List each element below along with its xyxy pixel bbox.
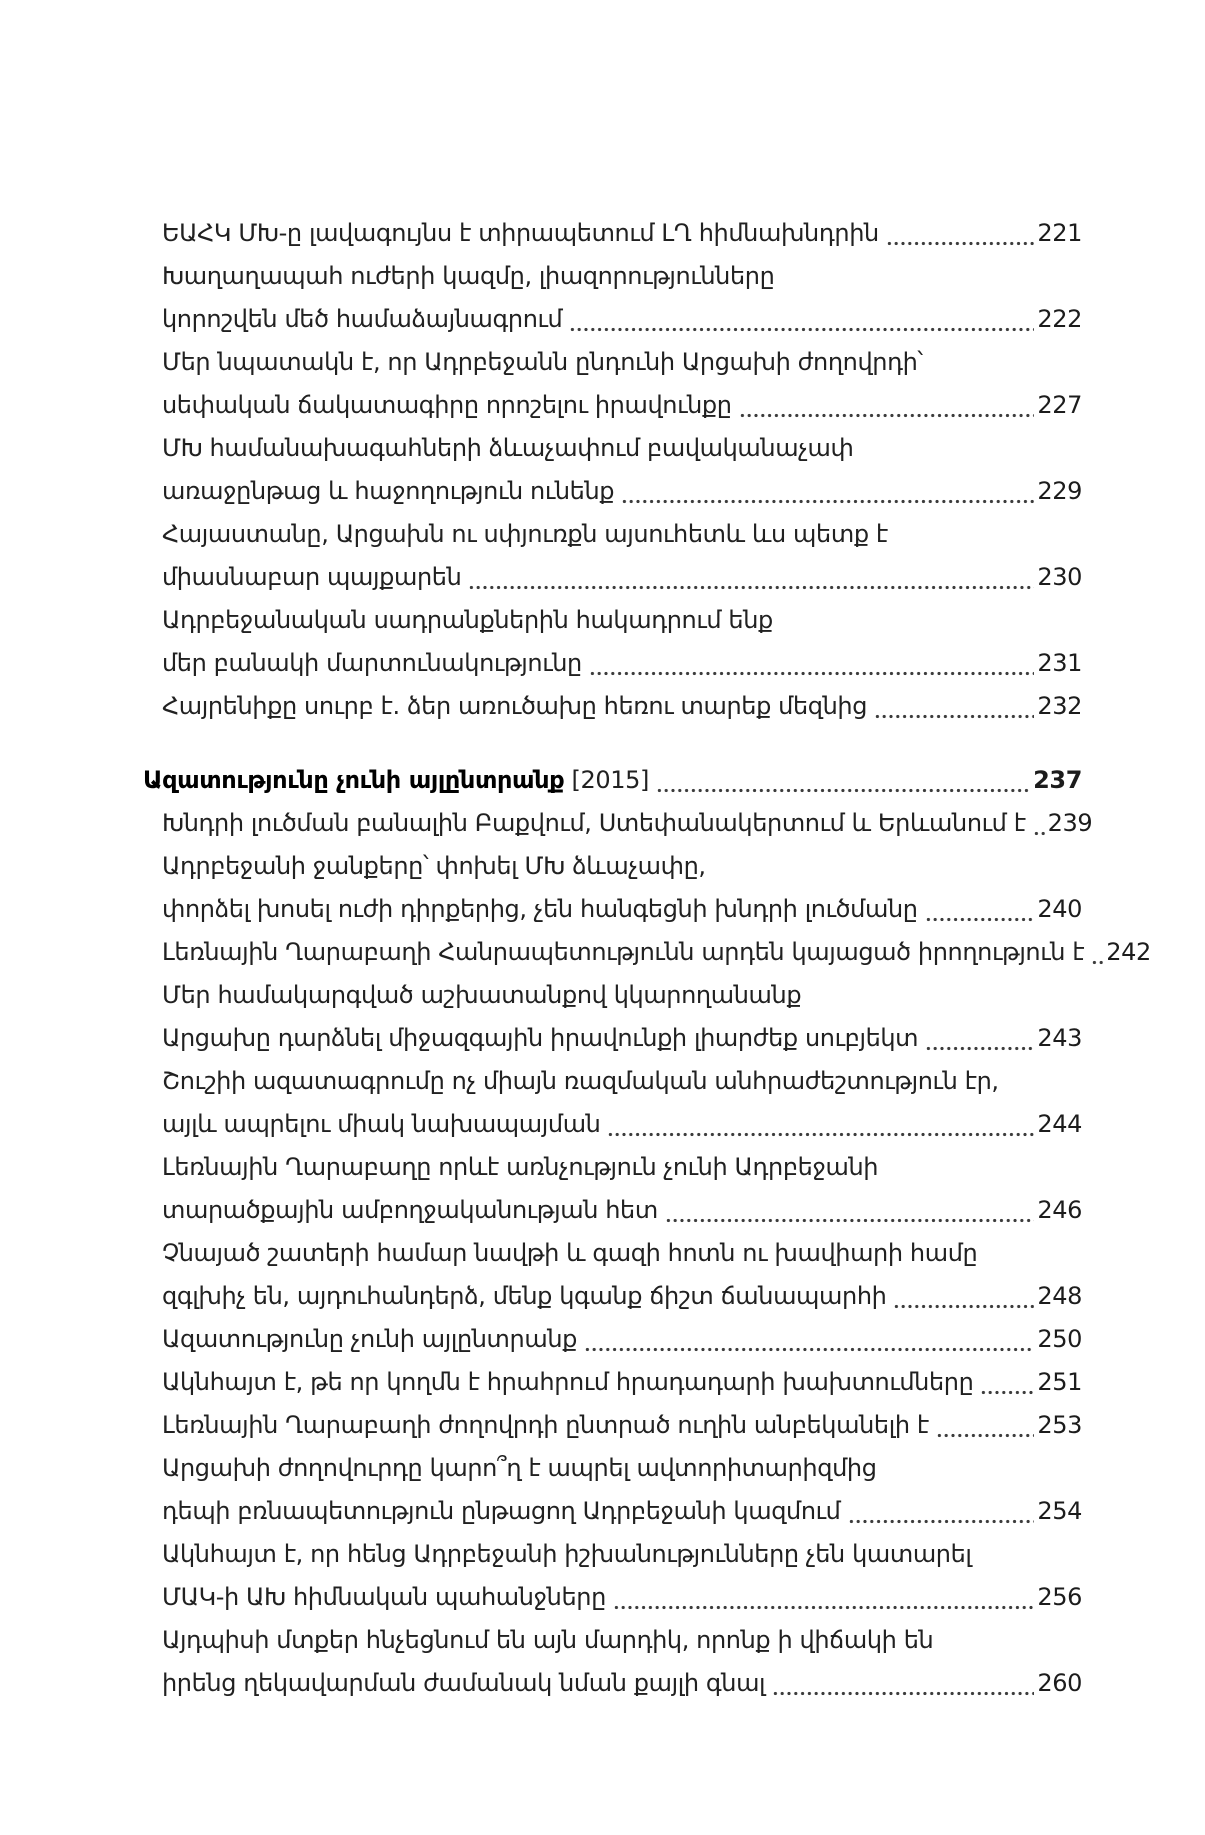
dotted-leader bbox=[886, 241, 1035, 246]
entry-text: Ադրբեջանական սադրանքներին հակադրում ենք bbox=[162, 606, 773, 634]
page-number: 244 bbox=[1037, 1110, 1082, 1138]
toc-entry-line bbox=[143, 642, 1082, 685]
toc-entry bbox=[143, 1146, 1082, 1232]
page-number: 221 bbox=[1037, 219, 1082, 247]
entry-text: Ակնհայտ է, թե որ կողմն է հրահրում հրադադարի խախտումները bbox=[162, 1368, 974, 1396]
entry-text: փորձել խոսել ուժի դիրքերից, չեն հանգեցնի խնդրի լուծմանը bbox=[162, 895, 918, 923]
dotted-leader bbox=[874, 714, 1034, 719]
section-title bbox=[143, 759, 649, 802]
dotted-leader bbox=[607, 1132, 1034, 1137]
page-number: 229 bbox=[1037, 477, 1082, 505]
entry-text: միասնաբար պայքարեն bbox=[162, 563, 462, 591]
toc-entry-line bbox=[143, 470, 1082, 513]
dotted-leader bbox=[739, 413, 1035, 418]
dotted-leader bbox=[980, 1390, 1034, 1395]
toc-entry bbox=[143, 1619, 1082, 1705]
toc-list bbox=[143, 212, 1151, 1705]
entry-text: Արցախը դարձնել միջազգային իրավունքի լիարժեք սուբյեկտ bbox=[162, 1024, 919, 1052]
toc-entry bbox=[143, 974, 1082, 1060]
page-number: 248 bbox=[1037, 1282, 1082, 1310]
toc-entry-line bbox=[143, 212, 1082, 255]
entry-text: Ազատությունը չունի այլընտրանք bbox=[162, 1325, 577, 1353]
entry-text: ԵԱՀԿ ՄԽ-ը լավագույնս է տիրապետում ԼՂ հիմնախնդրին bbox=[162, 219, 879, 247]
page-number: 251 bbox=[1037, 1368, 1082, 1396]
entry-text: Խնդրի լուծման բանալին Բաքվում, Ստեփանակերտում և Երևանում է bbox=[162, 809, 1026, 837]
page-number: 237 bbox=[1033, 766, 1082, 794]
toc-entry-line bbox=[143, 931, 1151, 974]
toc-entry-line bbox=[143, 1017, 1082, 1060]
page-number: 231 bbox=[1037, 649, 1082, 677]
entry-text: առաջընթաց և հաջողություն ունենք bbox=[162, 477, 615, 505]
dotted-leader bbox=[613, 1605, 1035, 1610]
dotted-leader bbox=[569, 327, 1034, 332]
dotted-leader bbox=[621, 499, 1034, 504]
entry-text: Լեռնային Ղարաբաղի ժողովրդի ընտրած ուղին անբեկանելի է bbox=[162, 1411, 929, 1439]
toc-entry-line bbox=[143, 802, 1093, 845]
toc-entry bbox=[143, 1232, 1082, 1318]
toc-entry-line bbox=[143, 1361, 1082, 1404]
toc-entry-line bbox=[143, 1146, 1082, 1189]
page-number: 227 bbox=[1037, 391, 1082, 419]
entry-text: Չնայած շատերի համար նավթի և գազի հոտն ու խավիարի համը bbox=[162, 1239, 978, 1267]
entry-text: Շուշիի ազատագրումը ոչ միայն ռազմական անհրաժեշտություն էր, bbox=[162, 1067, 999, 1095]
dotted-leader bbox=[1033, 831, 1045, 836]
page-number: 243 bbox=[1037, 1024, 1082, 1052]
dotted-leader bbox=[925, 1046, 1034, 1051]
page-number: 250 bbox=[1037, 1325, 1082, 1353]
dotted-leader bbox=[936, 1433, 1035, 1438]
toc-entry-line bbox=[143, 427, 1082, 470]
page-number: 222 bbox=[1037, 305, 1082, 333]
toc-entry-line bbox=[143, 1060, 1082, 1103]
toc-entry bbox=[143, 1361, 1082, 1404]
toc-entry-line bbox=[143, 1103, 1082, 1146]
page-number: 256 bbox=[1037, 1583, 1082, 1611]
entry-text: Ակնհայտ է, որ հենց Ադրբեջանի իշխանությունները չեն կատարել bbox=[162, 1540, 972, 1568]
entry-text: ՄԽ համանախագահների ձևաչափում բավականաչափ bbox=[162, 434, 854, 462]
section-title-bold: Ազատությունը չունի այլընտրանք bbox=[143, 766, 565, 794]
dotted-leader bbox=[848, 1519, 1035, 1524]
toc-entry bbox=[143, 1404, 1082, 1447]
dotted-leader bbox=[1091, 960, 1103, 965]
section-title-year: [2015] bbox=[564, 766, 649, 794]
page-number: 246 bbox=[1037, 1196, 1082, 1224]
toc-entry-line bbox=[143, 1189, 1082, 1232]
toc-entry bbox=[143, 1318, 1082, 1361]
toc-entry-line bbox=[143, 341, 1082, 384]
toc-entry bbox=[143, 599, 1082, 685]
toc-entry bbox=[143, 212, 1082, 255]
toc-entry-line bbox=[143, 1447, 1082, 1490]
dotted-leader bbox=[925, 917, 1035, 922]
toc-entry-line bbox=[143, 1404, 1082, 1447]
dotted-leader bbox=[584, 1347, 1034, 1352]
toc-entry-line bbox=[143, 1232, 1082, 1275]
toc-entry-line bbox=[143, 599, 1082, 642]
page-number: 239 bbox=[1047, 809, 1093, 837]
toc-entry bbox=[143, 1060, 1082, 1146]
dotted-leader bbox=[665, 1218, 1035, 1223]
toc-entry bbox=[143, 513, 1082, 599]
page-number: 260 bbox=[1037, 1669, 1082, 1697]
toc-entry bbox=[143, 1533, 1082, 1619]
page-number: 242 bbox=[1106, 938, 1151, 966]
entry-text: Մեր համակարգված աշխատանքով կկարողանանք bbox=[162, 981, 802, 1009]
page-number: 253 bbox=[1037, 1411, 1082, 1439]
toc-entry bbox=[143, 802, 1093, 845]
entry-text: կորոշվեն մեծ համաձայնագրում bbox=[162, 305, 563, 333]
toc-entry-line bbox=[143, 384, 1082, 427]
page-number: 232 bbox=[1037, 692, 1082, 720]
entry-text: մեր բանակի մարտունակությունը bbox=[162, 649, 582, 677]
toc-entry-line bbox=[143, 556, 1082, 599]
toc-entry-line bbox=[143, 513, 1082, 556]
entry-text: Հայրենիքը սուրբ է. ձեր առուծախը հեռու տարեք մեզնից bbox=[162, 692, 868, 720]
toc-entry bbox=[143, 685, 1082, 728]
toc-entry bbox=[143, 845, 1082, 931]
toc-entry-line bbox=[143, 974, 1082, 1017]
entry-text: Ադրբեջանի ջանքերը՝ փոխել ՄԽ ձևաչափը, bbox=[162, 852, 706, 880]
toc-entry-line bbox=[143, 1275, 1082, 1318]
toc-entry-line bbox=[143, 1490, 1082, 1533]
entry-text: Լեռնային Ղարաբաղի Հանրապետությունն արդեն կայացած իրողություն է bbox=[162, 938, 1085, 966]
toc-entry bbox=[143, 255, 1082, 341]
toc-entry-line bbox=[143, 1576, 1082, 1619]
page-number: 240 bbox=[1037, 895, 1082, 923]
page-number: 230 bbox=[1037, 563, 1082, 591]
dotted-leader bbox=[468, 585, 1034, 590]
dotted-leader bbox=[656, 788, 1030, 793]
toc-entry-line bbox=[143, 685, 1082, 728]
entry-text: Այդպիսի մտքեր հնչեցնում են այն մարդիկ, որոնք ի վիճակի են bbox=[162, 1626, 934, 1654]
toc-entry-line bbox=[143, 1533, 1082, 1576]
toc-entry-line bbox=[143, 845, 1082, 888]
dotted-leader bbox=[772, 1691, 1034, 1696]
toc-section-header bbox=[143, 759, 1082, 802]
dotted-leader bbox=[589, 671, 1035, 676]
entry-text: Հայաստանը, Արցախն ու սփյուռքն այսուհետև ևս պետք է bbox=[162, 520, 888, 548]
toc-entry-line bbox=[143, 888, 1082, 931]
entry-text: այլև ապրելու միակ նախապայման bbox=[162, 1110, 601, 1138]
page-number: 254 bbox=[1037, 1497, 1082, 1525]
toc-entry-line bbox=[143, 1662, 1082, 1705]
toc-entry-line bbox=[143, 1619, 1082, 1662]
entry-text: ՄԱԿ-ի ԱԽ հիմնական պահանջները bbox=[162, 1583, 606, 1611]
entry-text: զգլխիչ են, այդուհանդերձ, մենք կգանք ճիշտ ճանապարհի bbox=[162, 1282, 887, 1310]
entry-text: դեպի բռնապետություն ընթացող Ադրբեջանի կազմում bbox=[162, 1497, 841, 1525]
entry-text: տարածքային ամբողջականության հետ bbox=[162, 1196, 658, 1224]
toc-entry-line bbox=[143, 255, 1082, 298]
entry-text: Խաղաղապահ ուժերի կազմը, լիազորությունները bbox=[162, 262, 775, 290]
toc-entry bbox=[143, 427, 1082, 513]
dotted-leader bbox=[893, 1304, 1034, 1309]
entry-text: իրենց ղեկավարման ժամանակ նման քայլի գնալ bbox=[162, 1669, 766, 1697]
toc-entry bbox=[143, 341, 1082, 427]
entry-text: Լեռնային Ղարաբաղը որևէ առնչություն չունի Ադրբեջանի bbox=[162, 1153, 879, 1181]
toc-entry bbox=[143, 1447, 1082, 1533]
entry-text: Արցախի ժողովուրդը կարո՞ղ է ապրել ավտորիտարիզմից bbox=[162, 1454, 877, 1482]
toc-entry-line bbox=[143, 1318, 1082, 1361]
toc-entry bbox=[143, 931, 1151, 974]
toc-entry-line bbox=[143, 298, 1082, 341]
entry-text: սեփական ճակատագիրը որոշելու իրավունքը bbox=[162, 391, 732, 419]
entry-text: Մեր նպատակն է, որ Ադրբեջանն ընդունի Արցախի ժողովրդի՝ bbox=[162, 348, 923, 376]
